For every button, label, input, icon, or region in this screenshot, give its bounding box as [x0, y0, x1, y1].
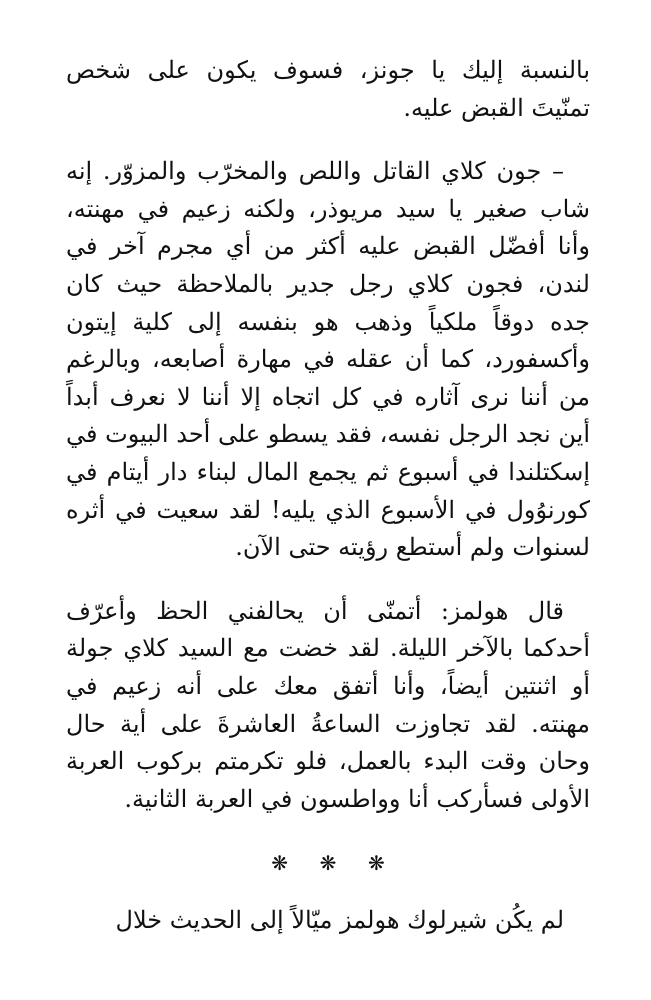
section-divider	[66, 844, 590, 880]
book-page	[66, 52, 590, 940]
paragraph-2: – جون كلاي القاتل واللص والمخرّب والمزوّر. إنه شاب صغير يا سيد مريوذر، ولكنه زعيم في مهنته، وأنا أفضّل القبض عليه أكثر من أي مجرم آخر في لندن، فجون كلاي رجل جدير بالملاحظة حيث كان جده دوقاً ملكياً وذهب هو بنفسه إلى كلية إيتون وأكسفورد، كما أن عقله في مهارة أصابعه، وبالرغم من أننا نرى آثاره في كل اتجاه إلا أننا لا نعرف أبداً أين نجد الرجل نفسه، فقد يسطو على أحد البيوت في إسكتلندا في أسبوع ثم يجمع المال لبناء دار أيتام في كورنوُول في الأسبوع الذي يليه! لقد سعيت في أثره لسنوات ولم أستطع رؤيته حتى الآن.	[66, 157, 590, 562]
asterism-icon: ❋	[368, 851, 385, 876]
paragraph-4: لم يكُن شيرلوك هولمز ميّالاً إلى الحديث خلال	[115, 906, 564, 935]
paragraph-1: بالنسبة إليك يا جونز، فسوف يكون على شخص تمنّيتَ القبض عليه.	[66, 56, 590, 122]
asterism-icon: ❋	[319, 851, 337, 876]
paragraph-3: قال هولمز: أتمنّى أن يحالفني الحظ وأعرّف أحدكما بالآخر الليلة. لقد خضت مع السيد كلاي جولة أو اثنتين أيضاً، وأنا أتفق معك على أنه زعيم في مهنته. لقد تجاوزت الساعةُ العاشرةَ على أية حال وحان وقت البدء بالعمل، فلو تكرمتم بركوب العربة الأولى فسأركب أنا وواطسون في العربة الثانية.	[66, 596, 590, 813]
asterism-icon: ❋	[271, 851, 288, 876]
